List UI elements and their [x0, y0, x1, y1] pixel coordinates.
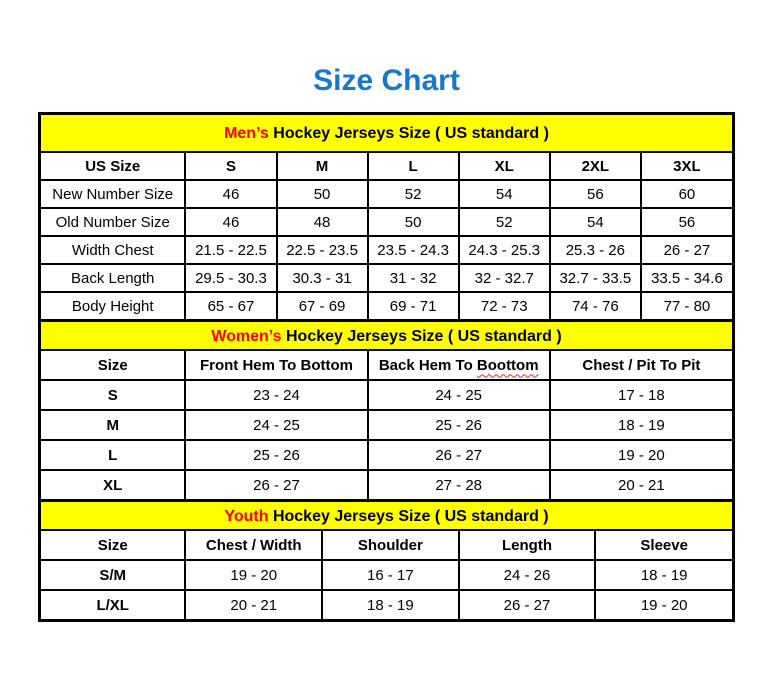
table-cell: 18 - 19 [322, 590, 459, 619]
table-cell: 60 [641, 180, 732, 208]
row-label: New Number Size [41, 180, 185, 208]
table-cell: 32 - 32.7 [459, 264, 550, 292]
table-cell: 50 [368, 208, 459, 236]
table-row [41, 236, 732, 264]
header-row [41, 351, 732, 380]
size-chart-table-group [38, 112, 735, 622]
table-row [41, 264, 732, 292]
table-cell: 25 - 26 [368, 410, 550, 440]
column-header: Back Hem To Boottom [368, 351, 550, 380]
table-cell: 77 - 80 [641, 292, 732, 320]
column-header: Front Hem To Bottom [185, 351, 367, 380]
table-cell: 52 [368, 180, 459, 208]
row-label: Width Chest [41, 236, 185, 264]
table-cell: 65 - 67 [185, 292, 276, 320]
table-cell: 18 - 19 [550, 410, 732, 440]
table-cell: 20 - 21 [550, 470, 732, 500]
youth-size-section [41, 501, 732, 619]
womens-section-heading [41, 321, 732, 351]
row-label: Back Length [41, 264, 185, 292]
table-cell: 23.5 - 24.3 [368, 236, 459, 264]
row-label: Body Height [41, 292, 185, 320]
womens-size-section [41, 321, 732, 501]
table-row [41, 380, 732, 410]
table-cell: 16 - 17 [322, 560, 459, 590]
mens-section-heading [41, 115, 732, 153]
column-header: S [185, 153, 276, 180]
table-cell: 26 - 27 [641, 236, 732, 264]
table-cell: 56 [641, 208, 732, 236]
table-row [41, 208, 732, 236]
table-cell: 24.3 - 25.3 [459, 236, 550, 264]
table-cell: 19 - 20 [185, 560, 322, 590]
table-cell: 20 - 21 [185, 590, 322, 619]
header-row [41, 531, 732, 560]
column-header: Shoulder [322, 531, 459, 560]
table-row [41, 440, 732, 470]
table-cell: 52 [459, 208, 550, 236]
mens-size-table [41, 153, 732, 321]
column-header: L [368, 153, 459, 180]
youth-heading-highlight: Youth [224, 508, 269, 525]
table-cell: 74 - 76 [550, 292, 641, 320]
row-label: L/XL [41, 590, 185, 619]
table-cell: 19 - 20 [550, 440, 732, 470]
row-label: XL [41, 470, 185, 500]
table-cell: 48 [277, 208, 368, 236]
header-row [41, 153, 732, 180]
table-row [41, 180, 732, 208]
table-cell: 23 - 24 [185, 380, 367, 410]
table-cell: 69 - 71 [368, 292, 459, 320]
mens-heading-rest: Hockey Jerseys Size ( US standard ) [268, 125, 549, 142]
table-cell: 33.5 - 34.6 [641, 264, 732, 292]
youth-size-table [41, 531, 732, 619]
column-header: Size [41, 351, 185, 380]
table-cell: 21.5 - 22.5 [185, 236, 276, 264]
table-cell: 26 - 27 [185, 470, 367, 500]
table-cell: 46 [185, 180, 276, 208]
mens-heading-highlight: Men’s [224, 125, 269, 142]
table-row [41, 590, 732, 619]
table-cell: 54 [550, 208, 641, 236]
table-cell: 25 - 26 [185, 440, 367, 470]
table-cell: 24 - 25 [185, 410, 367, 440]
table-cell: 30.3 - 31 [277, 264, 368, 292]
table-cell: 27 - 28 [368, 470, 550, 500]
row-label: M [41, 410, 185, 440]
row-label: Old Number Size [41, 208, 185, 236]
column-header: Size [41, 531, 185, 560]
table-cell: 72 - 73 [459, 292, 550, 320]
womens-size-table [41, 351, 732, 501]
table-row [41, 470, 732, 500]
table-row [41, 560, 732, 590]
table-cell: 26 - 27 [459, 590, 596, 619]
row-label: L [41, 440, 185, 470]
table-cell: 67 - 69 [277, 292, 368, 320]
column-header: 3XL [641, 153, 732, 180]
row-label: S/M [41, 560, 185, 590]
table-cell: 25.3 - 26 [550, 236, 641, 264]
womens-heading-rest: Hockey Jerseys Size ( US standard ) [281, 328, 562, 345]
column-header: 2XL [550, 153, 641, 180]
mens-size-section [41, 115, 732, 321]
youth-section-heading [41, 501, 732, 531]
column-header: M [277, 153, 368, 180]
table-cell: 31 - 32 [368, 264, 459, 292]
column-header: Chest / Width [185, 531, 322, 560]
page-title: Size Chart [313, 64, 460, 97]
table-cell: 17 - 18 [550, 380, 732, 410]
table-cell: 18 - 19 [595, 560, 732, 590]
table-cell: 32.7 - 33.5 [550, 264, 641, 292]
table-cell: 46 [185, 208, 276, 236]
misspelled-word: Boottom [476, 356, 539, 374]
table-cell: 19 - 20 [595, 590, 732, 619]
table-row [41, 410, 732, 440]
table-row [41, 292, 732, 320]
table-cell: 26 - 27 [368, 440, 550, 470]
column-header: Sleeve [595, 531, 732, 560]
table-cell: 54 [459, 180, 550, 208]
column-header: Length [459, 531, 596, 560]
row-label: S [41, 380, 185, 410]
womens-heading-highlight: Women’s [211, 328, 282, 345]
table-cell: 56 [550, 180, 641, 208]
youth-heading-rest: Hockey Jerseys Size ( US standard ) [268, 508, 549, 525]
column-header: US Size [41, 153, 185, 180]
table-cell: 50 [277, 180, 368, 208]
column-header: XL [459, 153, 550, 180]
table-cell: 24 - 26 [459, 560, 596, 590]
table-cell: 29.5 - 30.3 [185, 264, 276, 292]
column-header: Chest / Pit To Pit [550, 351, 732, 380]
table-cell: 22.5 - 23.5 [277, 236, 368, 264]
table-cell: 24 - 25 [368, 380, 550, 410]
